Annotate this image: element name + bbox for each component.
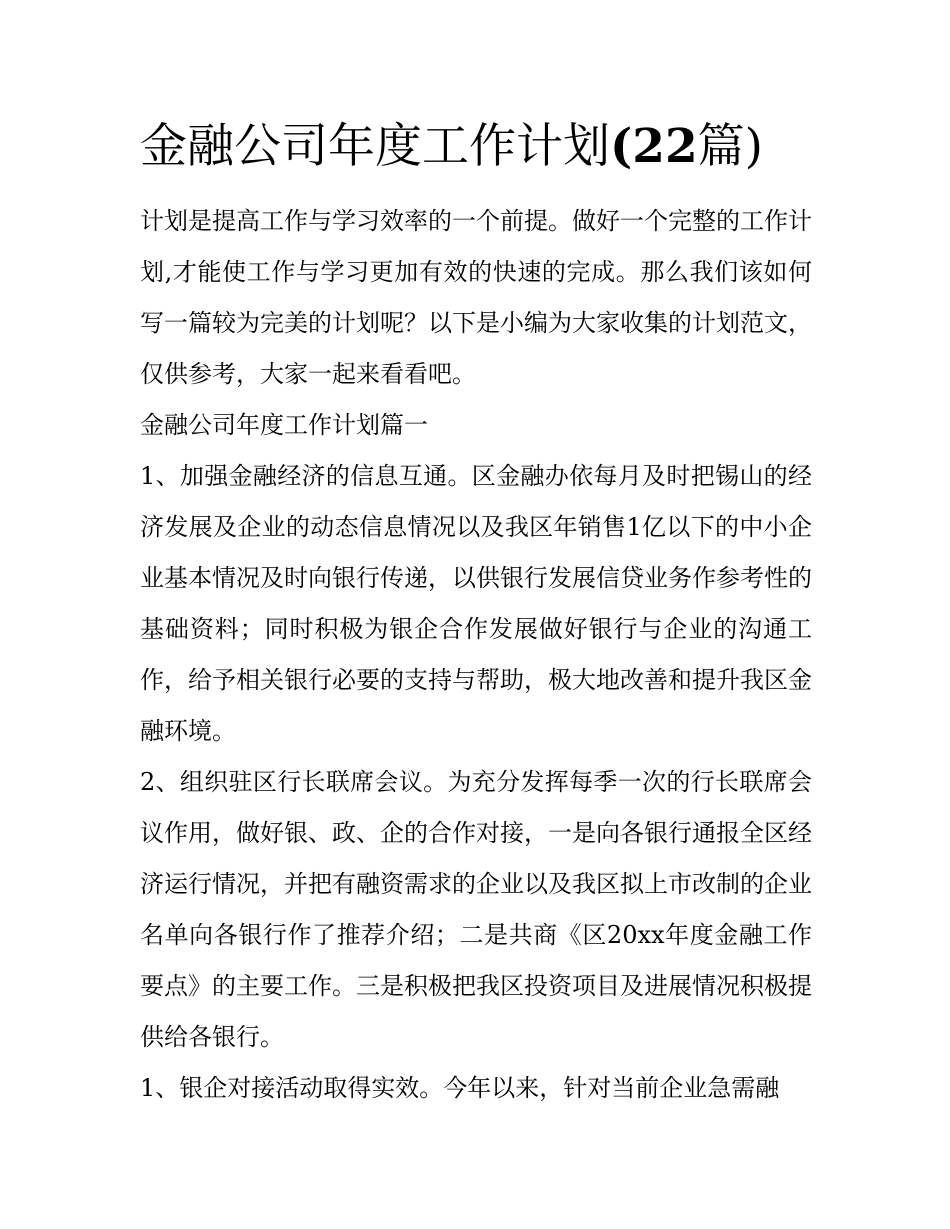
intro-paragraph: 计划是提高工作与学习效率的一个前提。做好一个完整的工作计划,才能使工作与学习更加有效的快速的完成。那么我们该如何写一篇较为完美的计划呢？以下是小编为大家收集的计划范文，仅供参考，大家一起来看看吧。 bbox=[140, 207, 812, 388]
document-title bbox=[140, 112, 763, 182]
document-body bbox=[140, 196, 812, 1114]
section-heading: 金融公司年度工作计划篇一 bbox=[140, 411, 428, 439]
title-suffix: 篇) bbox=[697, 119, 763, 174]
title-count: 22 bbox=[632, 119, 698, 174]
title-paren-open: ( bbox=[610, 119, 633, 174]
title-main: 金融公司年度工作计划 bbox=[140, 119, 610, 174]
body-paragraph: 1、加强金融经济的信息互通。区金融办依每月及时把锡山的经济发展及企业的动态信息情况以及我区年销售1亿以下的中小企业基本情况及时向银行传递，以供银行发展信贷业务作参考性的基础资料；同时积极为银企合作发展做好银行与企业的沟通工作，给予相关银行必要的支持与帮助，极大地改善和提升我区金融环境。 bbox=[140, 462, 812, 745]
body-paragraph: 2、组织驻区行长联席会议。为充分发挥每季一次的行长联席会议作用，做好银、政、企的合作对接，一是向各银行通报全区经济运行情况，并把有融资需求的企业以及我区拟上市改制的企业名单向各银行作了推荐介绍；二是共商《区20xx年度金融工作要点》的主要工作。三是积极把我区投资项目及进展情况积极提供给各银行。 bbox=[140, 768, 812, 1051]
body-paragraph: 1、银企对接活动取得实效。今年以来，针对当前企业急需融 bbox=[140, 1074, 780, 1102]
